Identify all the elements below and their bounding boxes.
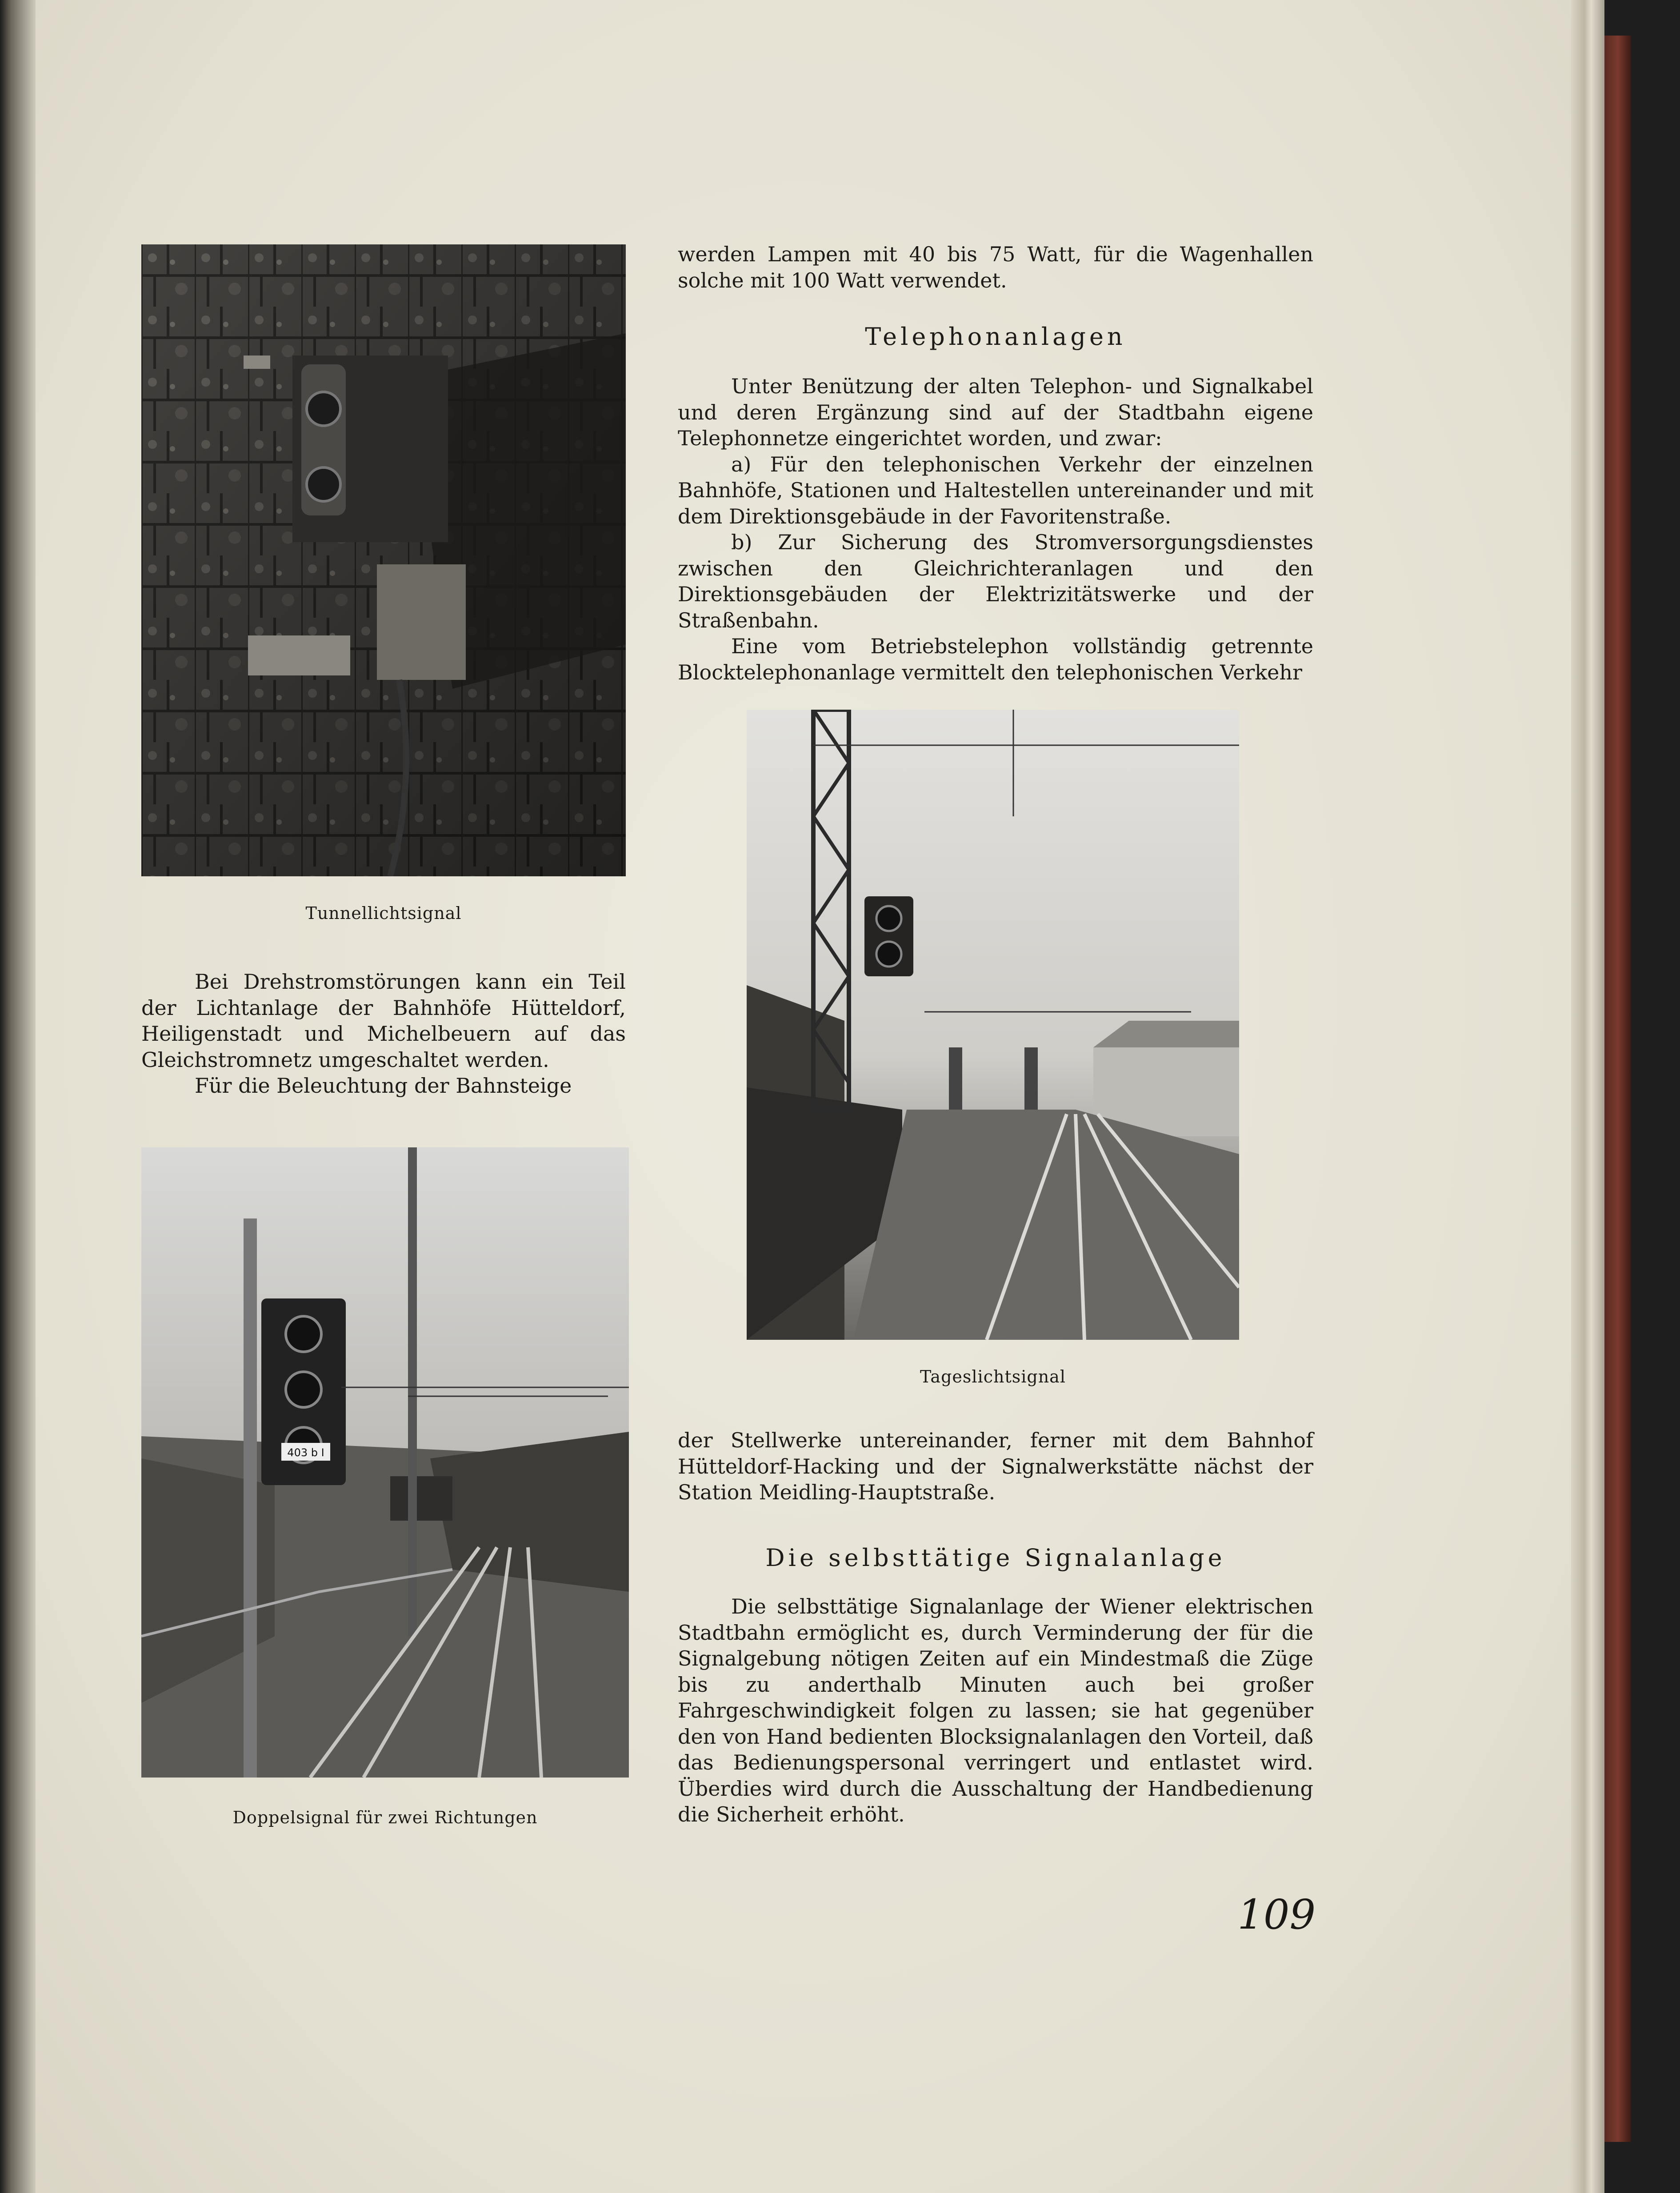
photo-daylight-signal (747, 710, 1239, 1340)
signal-section-text (678, 1594, 1313, 1828)
telephon-paragraph-2: a) Für den telephonischen Verkehr der einzelnen Bahnhöfe, Stationen und Haltestellen untereinander und mit dem Direktionsgebäude in der Favoritenstraße. (678, 452, 1313, 528)
left-column-text (141, 969, 626, 1099)
caption-daylight-signal: Tageslichtsignal (920, 1367, 1066, 1386)
telephon-paragraph-4: Eine vom Betriebstelephon vollständig getrennte Blocktelephonanlage vermittelt den telephonischen Verkehr (678, 634, 1313, 684)
book-cover-edge (1604, 36, 1631, 2142)
caption-double-signal: Doppelsignal für zwei Richtungen (232, 1808, 538, 1827)
signal-plate-number: 403 b I (287, 1446, 324, 1459)
telephon-paragraph-3: b) Zur Sicherung des Stromversorgungsdienstes zwischen den Gleichrichteranlagen und den Direktionsgebäuden der Elektrizitätswerke und der Straßenbahn. (678, 530, 1313, 632)
right-continuation-text (678, 1427, 1313, 1506)
caption-tunnel: Tunnellichtsignal (305, 903, 462, 923)
photo-double-signal (141, 1147, 629, 1778)
intro-paragraph: werden Lampen mit 40 bis 75 Watt, für die Wagenhallen solche mit 100 Watt verwendet. (678, 242, 1313, 292)
left-paragraph-1: Bei Drehstromstörungen kann ein Teil der Lichtanlage der Bahnhöfe Hütteldorf, Heiligenstadt und Michelbeuern auf das Gleichstromnetz umgeschaltet werden. (141, 970, 626, 1072)
heading-telephonanlagen: Telephonanlagen (865, 323, 1126, 351)
telephon-section-text (678, 373, 1313, 685)
spine-shadow (0, 0, 36, 2193)
heading-signalanlage: Die selbsttätige Signalanlage (765, 1544, 1226, 1572)
photo-tunnel-signal (141, 244, 626, 876)
page-edge (1571, 0, 1604, 2193)
page-number: 109 (1237, 1891, 1316, 1938)
right-intro-text (678, 241, 1313, 293)
signal-paragraph: Die selbsttätige Signalanlage der Wiener elektrischen Stadtbahn ermöglicht es, durch Verminderung der für die Signalgebung nötigen Zeiten auf ein Mindestmaß die Züge bis zu anderthalb Minuten auch bei großer Fahrgeschwindigkeit folgen zu lassen; sie hat gegenüber den von Hand bedienten Blocksignalanlagen den Vorteil, daß das Bedienungspersonal verringert und entlastet wird. Überdies wird durch die Ausschaltung der Handbedienung die Sicherheit erhöht. (678, 1594, 1313, 1826)
left-paragraph-2: Für die Beleuchtung der Bahnsteige (195, 1074, 572, 1098)
telephon-paragraph-1: Unter Benützung der alten Telephon- und Signalkabel und deren Ergänzung sind auf der Stadtbahn eigene Telephonnetze eingerichtet worden, und zwar: (678, 374, 1313, 450)
continuation-paragraph: der Stellwerke untereinander, ferner mit dem Bahnhof Hütteldorf-Hacking und der Signalwerkstätte nächst der Station Meidling-Hauptstraße. (678, 1428, 1313, 1504)
